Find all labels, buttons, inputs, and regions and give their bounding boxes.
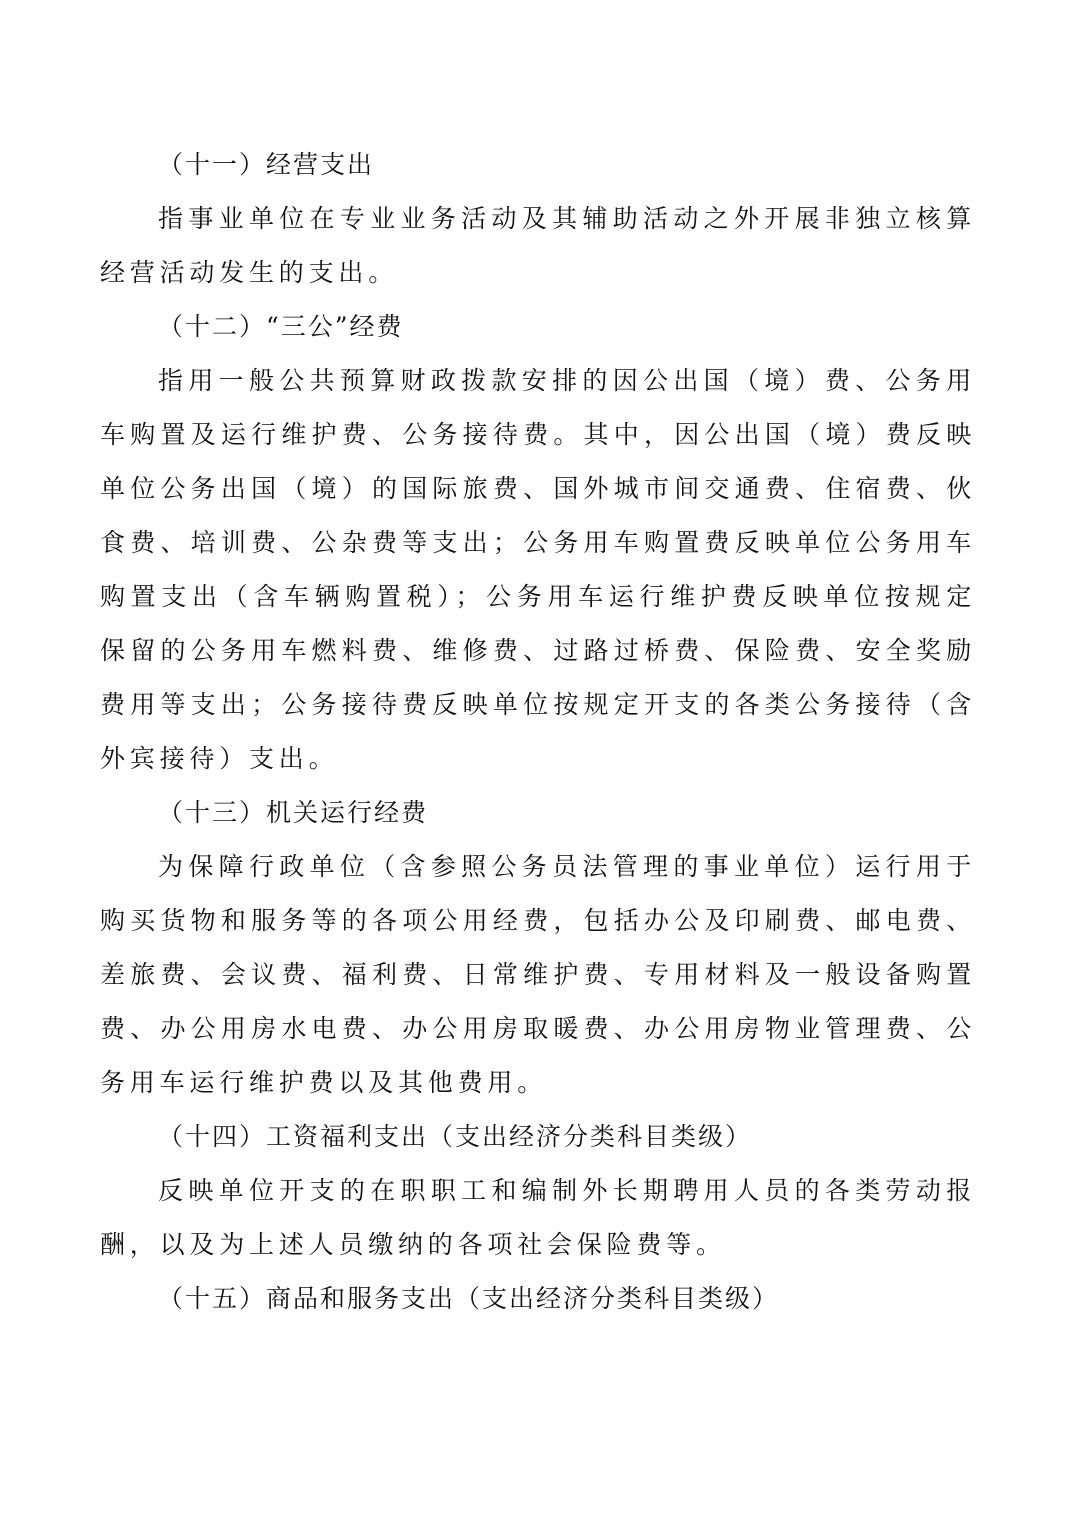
section-heading-12: （十二）“三公”经费 <box>158 312 404 341</box>
section-heading-15: （十五）商品和服务支出（支出经济分类科目类级） <box>158 1284 780 1313</box>
section-body-14: 反映单位开支的在职职工和编制外长期聘用人员的各类劳动报酬，以及为上述人员缴纳的各项社会保险费等。 <box>100 1176 976 1259</box>
section-body-12: 指用一般公共预算财政拨款安排的因公出国（境）费、公务用车购置及运行维护费、公务接待费。其中，因公出国（境）费反映单位公务出国（境）的国际旅费、国外城市间交通费、住宿费、伙食费、培训费、公杂费等支出；公务用车购置费反映单位公务用车购置支出（含车辆购置税）；公务用车运行维护费反映单位按规定保留的公务用车燃料费、维修费、过路过桥费、保险费、安全奖励费用等支出；公务接待费反映单位按规定开支的各类公务接待（含外宾接待）支出。 <box>100 366 976 773</box>
section-heading-14: （十四）工资福利支出（支出经济分类科目类级） <box>158 1122 753 1151</box>
section-body-13: 为保障行政单位（含参照公务员法管理的事业单位）运行用于购买货物和服务等的各项公用经费，包括办公及印刷费、邮电费、差旅费、会议费、福利费、日常维护费、专用材料及一般设备购置费、办公用房水电费、办公用房取暖费、办公用房物业管理费、公务用车运行维护费以及其他费用。 <box>100 852 976 1097</box>
section-body-11: 指事业单位在专业业务活动及其辅助活动之外开展非独立核算经营活动发生的支出。 <box>100 204 976 287</box>
document-body <box>100 138 976 1326</box>
section-heading-13: （十三）机关运行经费 <box>158 798 429 827</box>
section-heading-11: （十一）经营支出 <box>158 150 375 179</box>
